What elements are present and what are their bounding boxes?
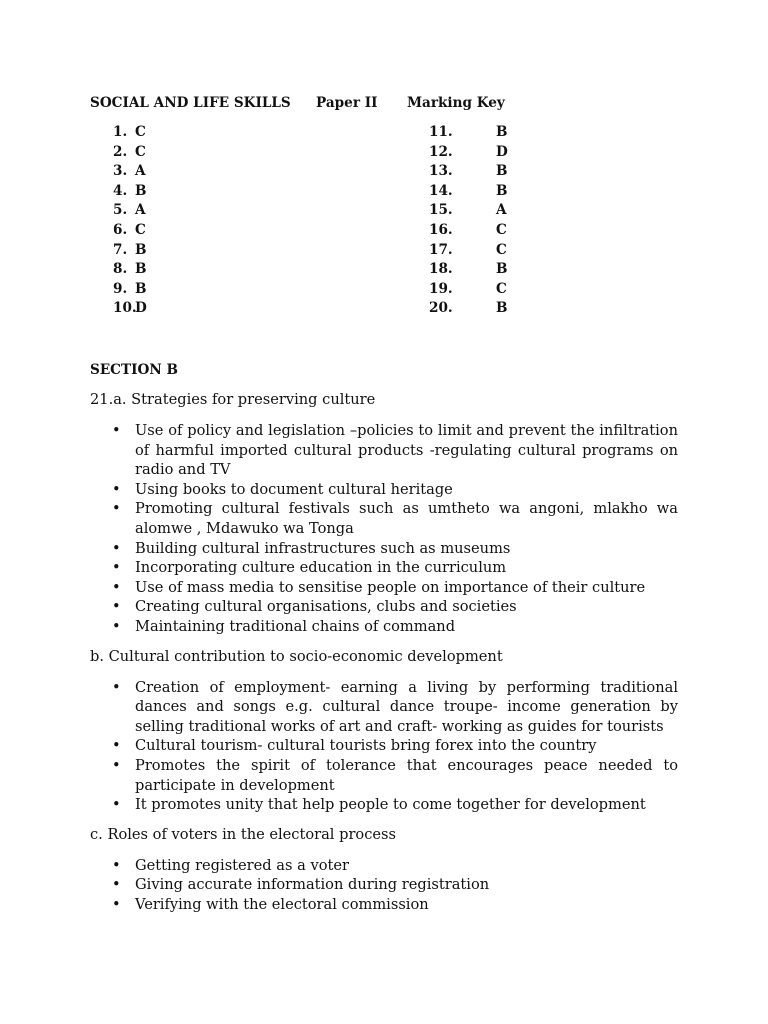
answer-letter: B [496, 163, 508, 180]
answer-letter: B [135, 261, 147, 278]
answer-row [0, 201, 768, 221]
list-item-text: Use of mass media to sensitise people on importance of their culture [135, 578, 646, 596]
question-21b-label: b. Cultural contribution to socio-economic development [90, 647, 503, 665]
list-item [90, 578, 678, 598]
answer-number: 2. [113, 143, 128, 160]
answer-number: 1. [113, 124, 128, 140]
section-b-content [90, 390, 678, 914]
answer-letter: C [496, 221, 507, 238]
list-item-text: Getting registered as a voter [135, 856, 349, 874]
answer-number: 9. [113, 280, 128, 297]
bullet-icon: • [112, 756, 121, 774]
answer-row [0, 241, 768, 261]
question-21a-label: 21.a. Strategies for preserving culture [90, 391, 376, 408]
answer-row [0, 123, 768, 143]
bullet-icon: • [112, 617, 121, 635]
answer-letter: C [135, 143, 146, 160]
answer-number: 10. [113, 300, 137, 317]
list-item-text: Creation of employment- earning a living by performing traditional dances and songs e.g. cultural dance troupe- income generation by selling traditional works of art and craft- working as guides for tourists [135, 678, 678, 735]
question-21c-list [90, 856, 678, 915]
list-item-text: Cultural tourism- cultural tourists bring forex into the country [135, 737, 597, 755]
answer-number: 19. [429, 280, 453, 297]
bullet-icon: • [112, 500, 121, 518]
bullet-icon: • [112, 895, 121, 913]
bullet-icon: • [112, 422, 121, 439]
list-item-text: It promotes unity that help people to come together for development [135, 796, 646, 814]
list-item-text: Giving accurate information during registration [135, 876, 490, 894]
answer-letter: B [135, 241, 147, 258]
list-item [90, 617, 678, 637]
list-item [90, 756, 678, 795]
answer-number: 4. [113, 182, 128, 199]
bullet-icon: • [112, 796, 121, 814]
answer-letter: A [496, 202, 507, 219]
list-item [90, 856, 678, 876]
list-item [90, 875, 678, 895]
list-item [90, 499, 678, 538]
answer-key-table [0, 123, 768, 319]
answer-number: 14. [429, 182, 453, 199]
answer-number: 16. [429, 221, 453, 238]
answer-number: 8. [113, 261, 128, 278]
bullet-icon: • [112, 559, 121, 577]
list-item-text: Maintaining traditional chains of command [135, 617, 456, 635]
answer-row [0, 280, 768, 300]
answer-letter: C [135, 124, 146, 140]
answer-letter: D [496, 143, 508, 160]
question-21b-list [90, 678, 678, 815]
answer-letter: B [496, 261, 508, 278]
answer-row [0, 299, 768, 319]
answer-number: 15. [429, 202, 453, 219]
bullet-icon: • [112, 678, 121, 696]
bullet-icon: • [112, 737, 121, 755]
answer-number: 3. [113, 163, 128, 180]
list-item-text: Building cultural infrastructures such as museums [135, 539, 511, 557]
section-b-title: SECTION B [90, 362, 178, 378]
list-item-text: Promoting cultural festivals such as umtheto wa angoni, mlakho wa alomwe , Mdawuko wa Tonga [135, 500, 678, 537]
list-item [90, 795, 678, 815]
marking-key-label: Marking Key [407, 95, 505, 111]
list-item-text: Incorporating culture education in the curriculum [135, 559, 507, 577]
answer-letter: B [496, 182, 508, 199]
answer-number: 12. [429, 143, 453, 160]
answer-row [0, 182, 768, 202]
answer-number: 18. [429, 261, 453, 278]
list-item-text: Promotes the spirit of tolerance that encourages peace needed to participate in development [135, 756, 678, 794]
answer-letter: C [496, 241, 507, 258]
answer-letter: A [135, 163, 146, 180]
list-item [90, 480, 678, 500]
question-21a-list [90, 421, 678, 637]
answer-number: 20. [429, 300, 453, 317]
answer-number: 7. [113, 241, 128, 258]
bullet-icon: • [112, 856, 121, 874]
bullet-icon: • [112, 876, 121, 894]
list-item-text: Verifying with the electoral commission [135, 895, 429, 913]
bullet-icon: • [112, 578, 121, 596]
answer-number: 5. [113, 202, 128, 219]
answer-row [0, 143, 768, 163]
answer-letter: C [496, 280, 507, 297]
answer-letter: A [135, 202, 146, 219]
answer-letter: D [135, 300, 147, 317]
answer-letter: C [135, 221, 146, 238]
answer-row [0, 162, 768, 182]
list-item [90, 558, 678, 578]
answer-number: 11. [429, 124, 453, 140]
list-item-text: Using books to document cultural heritage [135, 480, 453, 498]
list-item [90, 678, 678, 737]
list-item-text: Use of policy and legislation –policies to limit and prevent the infiltration of harmful imported cultural products -regulating cultural programs on radio and TV [135, 422, 678, 479]
list-item [90, 539, 678, 559]
subject-title: SOCIAL AND LIFE SKILLS [90, 95, 291, 111]
list-item [90, 895, 678, 915]
list-item [90, 597, 678, 617]
answer-letter: B [135, 182, 147, 199]
question-21c-label: c. Roles of voters in the electoral process [90, 825, 397, 843]
answer-number: 6. [113, 221, 128, 238]
bullet-icon: • [112, 598, 121, 616]
bullet-icon: • [112, 480, 121, 498]
list-item [90, 421, 678, 480]
answer-letter: B [135, 280, 147, 297]
list-item-text: Creating cultural organisations, clubs and societies [135, 598, 517, 616]
list-item [90, 736, 678, 756]
answer-row [0, 221, 768, 241]
answer-number: 17. [429, 241, 453, 258]
answer-letter: B [496, 124, 508, 140]
bullet-icon: • [112, 539, 121, 557]
answer-number: 13. [429, 163, 453, 180]
answer-letter: B [496, 300, 508, 317]
answer-row [0, 260, 768, 280]
paper-label: Paper II [316, 95, 378, 111]
